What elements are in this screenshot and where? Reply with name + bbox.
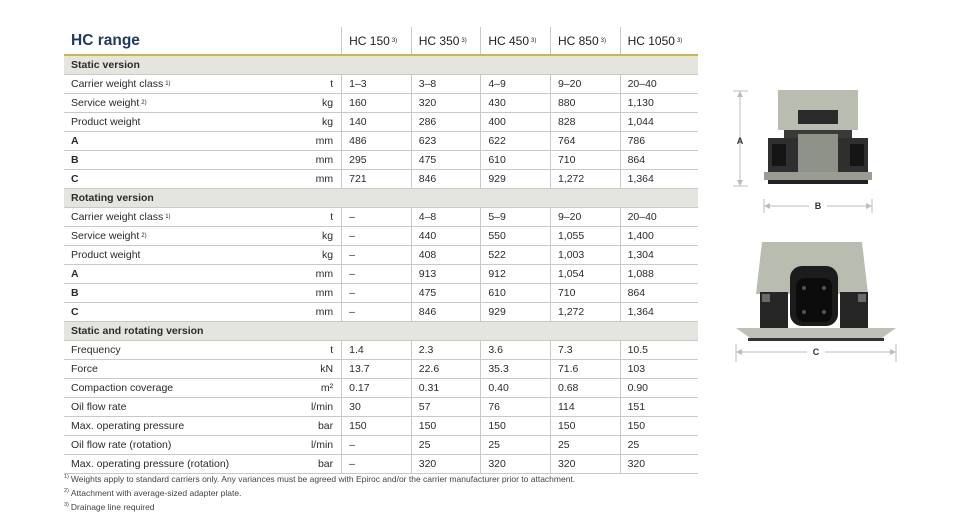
row-unit: kg [296,94,342,112]
table-row [64,341,698,360]
value-cell: 25 [481,436,551,454]
value-cell: 912 [481,265,551,283]
row-label: Service weight 2) [71,230,147,242]
value-cell: – [342,455,412,473]
value-cell: 9–20 [551,75,621,93]
value-cell: 710 [551,151,621,169]
value-cell: 1,364 [627,173,654,185]
section-heading-label: Static and rotating version [71,325,204,337]
side-view-figure [728,86,878,216]
value-cell: – [342,265,412,283]
value-cell: 475 [412,284,482,302]
row-unit: t [296,208,342,226]
value-cell: 5–9 [481,208,551,226]
value-cell: 1,130 [627,97,654,109]
row-label: Force [71,363,98,375]
value-cell: 13.7 [342,360,412,378]
value-cell: 140 [342,113,412,131]
value-cell: 320 [627,458,646,470]
value-cell: 430 [481,94,551,112]
row-unit: mm [296,170,342,188]
value-cell: 3.6 [481,341,551,359]
model-header: HC 150 3) [342,27,412,54]
value-cell: 286 [412,113,482,131]
row-label: Compaction coverage [71,382,174,394]
label-c: C [812,347,820,357]
row-label: Frequency [71,344,121,356]
footnote: $^{3)}$ Drainage line required [64,502,155,512]
value-cell: 1,304 [627,249,654,261]
value-cell: 623 [412,132,482,150]
row-unit: mm [296,151,342,169]
value-cell: 522 [481,246,551,264]
table-row [64,379,698,398]
row-label: B [71,287,79,299]
row-label: C [71,306,79,318]
model-header: HC 850 3) [551,27,621,54]
value-cell: 1.4 [342,341,412,359]
label-b: B [814,201,822,211]
row-label: Service weight 2) [71,97,147,109]
value-cell: 475 [412,151,482,169]
table-row [64,227,698,246]
value-cell: 1,055 [551,227,621,245]
value-cell: – [342,436,412,454]
table-row [64,246,698,265]
model-header: HC 350 3) [412,27,482,54]
row-label: C [71,173,79,185]
value-cell: 76 [481,398,551,416]
table-row [64,398,698,417]
value-cell: – [342,227,412,245]
table-row [64,75,698,94]
value-cell: 160 [342,94,412,112]
value-cell: 150 [412,417,482,435]
table-body [64,56,698,474]
value-cell: 721 [342,170,412,188]
row-unit: kN [296,360,342,378]
value-cell: 320 [412,455,482,473]
row-label: Product weight [71,249,141,261]
value-cell: 0.17 [342,379,412,397]
value-cell: – [342,303,412,321]
value-cell: 320 [481,455,551,473]
value-cell: 20–40 [627,211,657,223]
value-cell: 610 [481,151,551,169]
value-cell: 0.68 [551,379,621,397]
table-row [64,360,698,379]
value-cell: 320 [551,455,621,473]
value-cell: 30 [342,398,412,416]
value-cell: 25 [627,439,640,451]
value-cell: 440 [412,227,482,245]
row-label: Max. operating pressure [71,420,185,432]
compactor-front [736,242,896,341]
value-cell: 150 [551,417,621,435]
table-row [64,265,698,284]
spec-table [64,27,698,474]
section-heading-label: Static version [71,59,140,71]
row-unit: bar [296,455,342,473]
value-cell: 622 [481,132,551,150]
row-label: Max. operating pressure (rotation) [71,458,230,470]
value-cell: 913 [412,265,482,283]
value-cell: 1,364 [627,306,654,318]
row-label: Product weight [71,116,141,128]
value-cell: 550 [481,227,551,245]
value-cell: 864 [627,287,646,299]
row-unit: mm [296,303,342,321]
value-cell: 1,272 [551,170,621,188]
row-label: Oil flow rate [71,401,127,413]
table-title: HC range [71,31,140,49]
label-a: A [736,136,744,146]
table-row [64,436,698,455]
value-cell: 1,272 [551,303,621,321]
value-cell: 4–8 [412,208,482,226]
value-cell: 151 [627,401,646,413]
row-unit: l/min [296,436,342,454]
value-cell: 828 [551,113,621,131]
model-header: HC 450 3) [481,27,551,54]
section-heading [64,189,698,208]
value-cell: 3–8 [412,75,482,93]
value-cell: – [342,246,412,264]
value-cell: 764 [551,132,621,150]
value-cell: 929 [481,170,551,188]
row-unit: mm [296,284,342,302]
table-row [64,170,698,189]
value-cell: 1,054 [551,265,621,283]
value-cell: 10.5 [627,344,648,356]
value-cell: 710 [551,284,621,302]
row-unit: l/min [296,398,342,416]
value-cell: 25 [412,436,482,454]
table-row [64,151,698,170]
value-cell: 929 [481,303,551,321]
row-unit: bar [296,417,342,435]
value-cell: 22.6 [412,360,482,378]
row-label: A [71,135,79,147]
model-header: HC 1050 3) [627,33,683,48]
row-label: A [71,268,79,280]
row-label: Oil flow rate (rotation) [71,439,172,451]
row-label: Carrier weight class 1) [71,78,171,90]
footnote: $^{2)}$ Attachment with average-sized adapter plate. [64,488,242,498]
value-cell: 35.3 [481,360,551,378]
row-unit: kg [296,113,342,131]
value-cell: 114 [551,398,621,416]
value-cell: 486 [342,132,412,150]
value-cell: 71.6 [551,360,621,378]
value-cell: 9–20 [551,208,621,226]
row-unit: t [296,341,342,359]
value-cell: 25 [551,436,621,454]
row-label: Carrier weight class 1) [71,211,171,223]
value-cell: 0.90 [627,382,648,394]
footnote: $^{1)}$ Weights apply to standard carriers only. Any variances must be agreed with Epiroc and/or the carrier manufacturer prior to attachment. [64,474,576,484]
table-row [64,417,698,436]
value-cell: 320 [412,94,482,112]
row-unit: mm [296,132,342,150]
value-cell: 1,044 [627,116,654,128]
table-row [64,284,698,303]
value-cell: 1–3 [342,75,412,93]
value-cell: 786 [627,135,646,147]
value-cell: 150 [342,417,412,435]
value-cell: 408 [412,246,482,264]
table-row [64,94,698,113]
value-cell: 1,003 [551,246,621,264]
section-heading-label: Rotating version [71,192,154,204]
value-cell: 57 [412,398,482,416]
value-cell: 846 [412,303,482,321]
value-cell: 0.31 [412,379,482,397]
section-heading [64,322,698,341]
table-row [64,455,698,474]
value-cell: 400 [481,113,551,131]
value-cell: 1,400 [627,230,654,242]
value-cell: 2.3 [412,341,482,359]
value-cell: 0.40 [481,379,551,397]
value-cell: 864 [627,154,646,166]
value-cell: 846 [412,170,482,188]
table-row [64,113,698,132]
value-cell: 610 [481,284,551,302]
value-cell: 150 [481,417,551,435]
table-header [64,27,698,56]
value-cell: 150 [627,420,646,432]
row-unit: kg [296,227,342,245]
value-cell: – [342,208,412,226]
table-row [64,208,698,227]
table-row [64,132,698,151]
row-unit: m² [296,379,342,397]
value-cell: 295 [342,151,412,169]
row-unit: t [296,75,342,93]
row-label: B [71,154,79,166]
value-cell: 1,088 [627,268,654,280]
dimension-b [764,199,872,213]
unit-header [296,27,342,54]
dimension-c [736,344,896,362]
front-view-figure [732,238,900,366]
value-cell: 880 [551,94,621,112]
value-cell: 20–40 [627,78,657,90]
value-cell: 103 [627,363,646,375]
value-cell: – [342,284,412,302]
section-heading [64,56,698,75]
value-cell: 7.3 [551,341,621,359]
value-cell: 4–9 [481,75,551,93]
dimension-a [733,91,748,186]
compactor-side [764,90,872,184]
row-unit: kg [296,246,342,264]
table-row [64,303,698,322]
row-unit: mm [296,265,342,283]
